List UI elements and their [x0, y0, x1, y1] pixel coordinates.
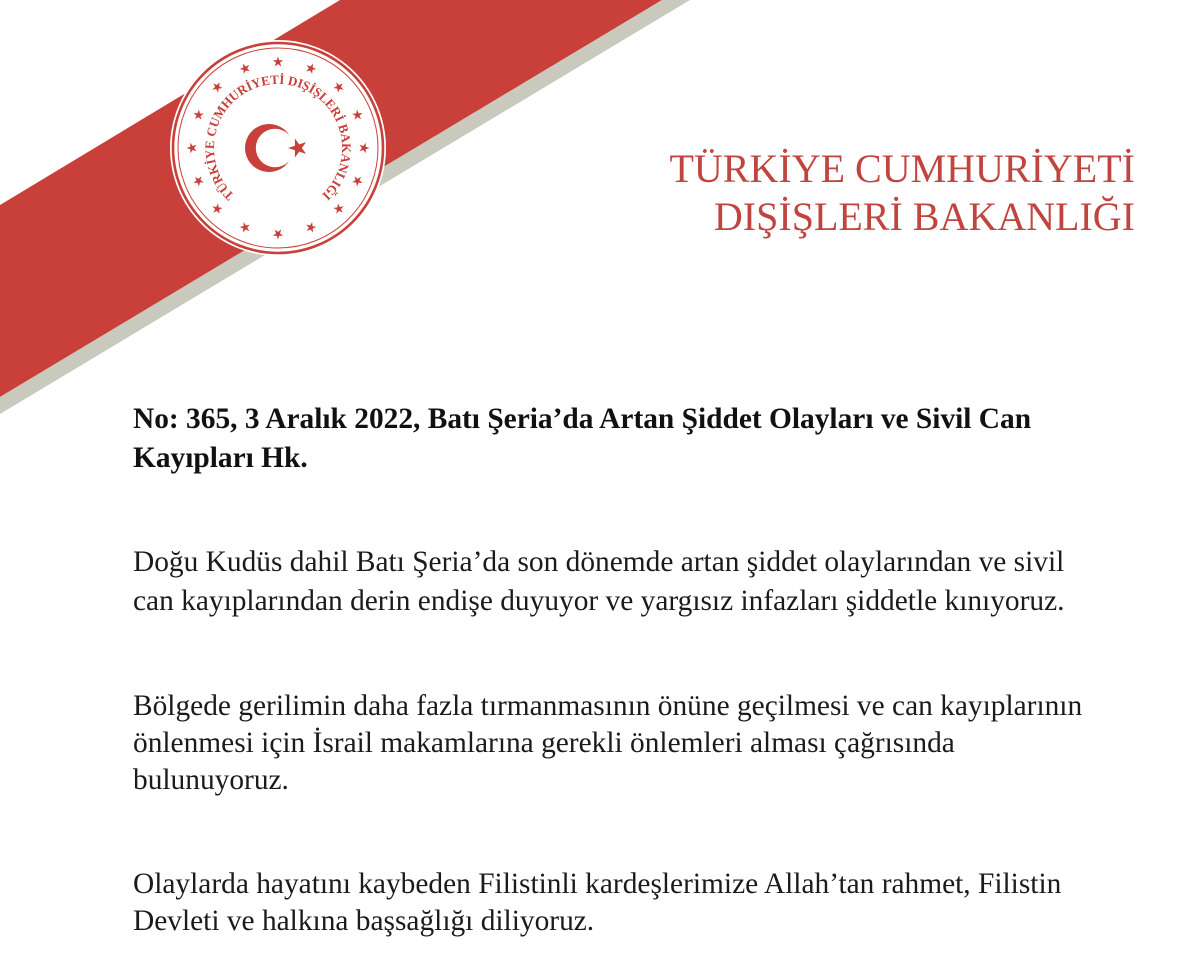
statement-title-line: No: 365, 3 Aralık 2022, Batı Şeria’da Artan Şiddet Olayları ve Sivil Can [133, 402, 1032, 435]
paragraph-line: Devleti ve halkına başsağlığı diliyoruz. [133, 904, 595, 937]
paragraph-line: önlenmesi için İsrail makamlarına gerekli önlemleri alması çağrısında [133, 726, 955, 759]
paragraph-line: can kayıplarından derin endişe duyuyor ve yargısız infazları şiddetle kınıyoruz. [133, 584, 1065, 617]
statement-title [133, 400, 1031, 478]
ministry-seal-icon [170, 40, 386, 256]
statement-paragraph-1 [133, 543, 1065, 621]
ministry-name-line-2: DIŞİŞLERİ BAKANLIĞI [713, 193, 1135, 239]
statement-paragraph-3 [133, 866, 1061, 940]
seal-lettering: TÜRKİYE CUMHURİYETİ DIŞİŞLERİ BAKANLIĞI [201, 71, 355, 204]
ministry-name-line-1: TÜRKİYE CUMHURİYETİ [669, 145, 1135, 191]
ministry-heading [669, 145, 1135, 241]
paragraph-line: bulunuyoruz. [133, 763, 289, 796]
paragraph-line: Olaylarda hayatını kaybeden Filistinli kardeşlerimize Allah’tan rahmet, Filistin [133, 867, 1062, 900]
paragraph-line: Doğu Kudüs dahil Batı Şeria’da son dönemde artan şiddet olaylarından ve sivil [133, 545, 1065, 578]
statement-title-line: Kayıpları Hk. [133, 441, 308, 474]
paragraph-line: Bölgede gerilimin daha fazla tırmanmasının önüne geçilmesi ve can kayıplarının [133, 689, 1083, 722]
statement-paragraph-2 [133, 688, 1082, 799]
